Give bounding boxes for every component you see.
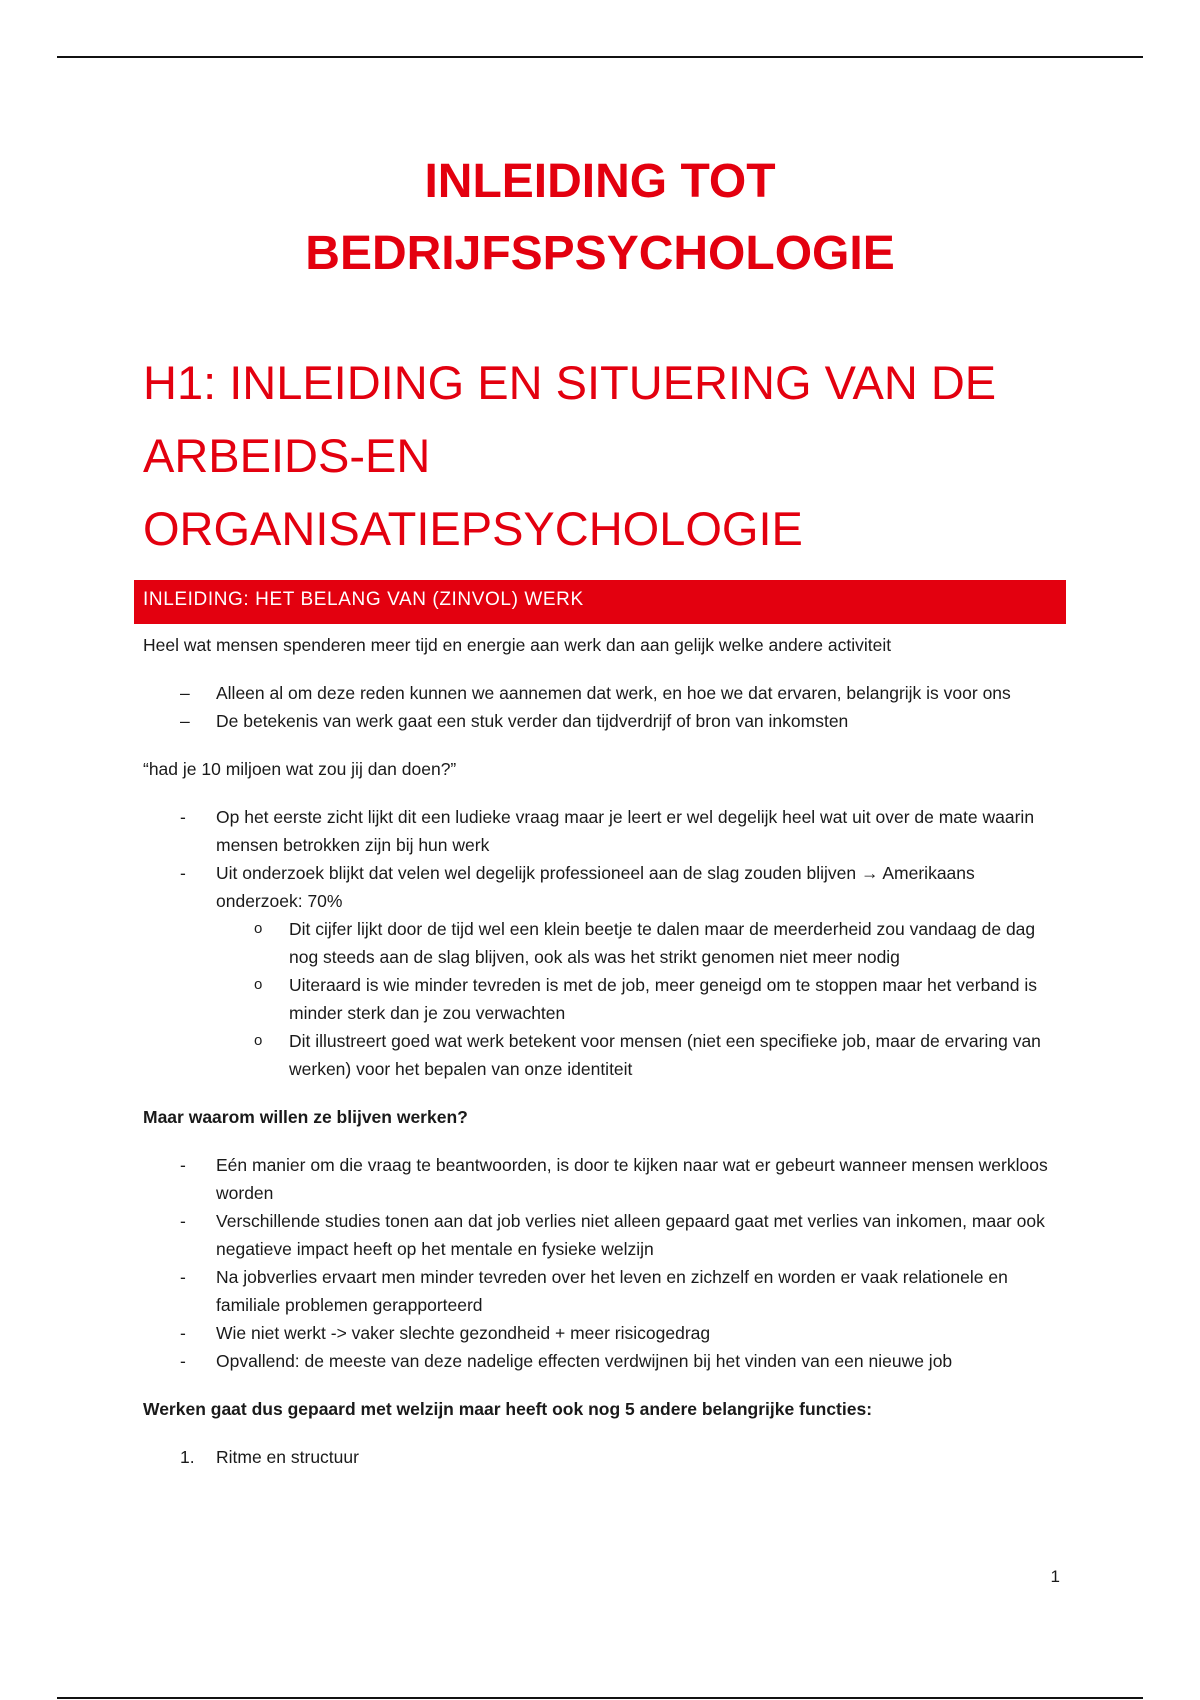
sub-list-item-text: Dit cijfer lijkt door de tijd wel een klein beetje te dalen maar de meerderheid zou vandaag de dag nog steeds aan de slag blijven, ook als was het strikt genomen niet meer nodig (289, 919, 1036, 967)
unemployment-bullet-list (143, 1151, 1063, 1375)
dash-bullet-marker: - (180, 1323, 186, 1343)
list-item (143, 1347, 1063, 1375)
list-item-text: Wie niet werkt -> vaker slechte gezondheid + meer risicogedrag (216, 1323, 711, 1343)
document-title-line1: INLEIDING TOT (424, 155, 776, 208)
dash-bullet-marker: – (180, 683, 190, 703)
bottom-rule (57, 1697, 1143, 1699)
list-item (143, 1207, 1063, 1263)
dash-bullet-marker: – (180, 711, 190, 731)
functions-heading: Werken gaat dus gepaard met welzijn maar heeft ook nog 5 andere belangrijke functies: (143, 1399, 873, 1419)
top-rule (57, 56, 1143, 58)
numbered-list-item-text: Ritme en structuur (216, 1447, 359, 1467)
list-item (143, 679, 1063, 707)
list-item (143, 1319, 1063, 1347)
dash-bullet-marker: - (180, 863, 186, 883)
sub-list-item (216, 1027, 1063, 1083)
section-heading-bar: INLEIDING: HET BELANG VAN (ZINVOL) WERK (134, 580, 1066, 624)
question-paragraph: “had je 10 miljoen wat zou jij dan doen?” (143, 759, 457, 779)
sub-list-item-text: Uiteraard is wie minder tevreden is met de job, meer geneigd om te stoppen maar het verband is minder sterk dan je zou verwachten (289, 975, 1038, 1023)
question-bullet-list (143, 803, 1063, 1083)
chapter-title-line2: ARBEIDS-EN (143, 429, 431, 482)
functions-numbered-list (143, 1443, 1063, 1471)
why-heading: Maar waarom willen ze blijven werken? (143, 1107, 468, 1127)
intro-bullet-list (143, 679, 1063, 735)
document-title (0, 146, 1200, 290)
list-item-text: Alleen al om deze reden kunnen we aannemen dat werk, en hoe we dat ervaren, belangrijk is voor ons (216, 683, 1011, 703)
dash-bullet-marker: - (180, 807, 186, 827)
list-item-text: Opvallend: de meeste van deze nadelige effecten verdwijnen bij het vinden van een nieuwe job (216, 1351, 953, 1371)
circle-bullet-marker: o (254, 976, 263, 993)
dash-bullet-marker: - (180, 1211, 186, 1231)
list-item-text: De betekenis van werk gaat een stuk verder dan tijdverdrijf of bron van inkomsten (216, 711, 849, 731)
sub-bullet-list (216, 915, 1063, 1083)
list-item-text: Verschillende studies tonen aan dat job verlies niet alleen gepaard gaat met verlies van inkomen, maar ook negatieve impact heeft op het mentale en fysieke welzijn (216, 1211, 1045, 1259)
list-item (143, 1151, 1063, 1207)
document-title-line2: BEDRIJFSPSYCHOLOGIE (305, 227, 895, 280)
list-item (143, 1263, 1063, 1319)
sub-list-item-text: Dit illustreert goed wat werk betekent voor mensen (niet een specifieke job, maar de ervaring van werken) voor het bepalen van onze identiteit (289, 1031, 1041, 1079)
list-item (143, 859, 1063, 1083)
chapter-title-line1: H1: INLEIDING EN SITUERING VAN DE (143, 356, 997, 409)
section-content (143, 631, 1063, 1471)
intro-paragraph: Heel wat mensen spenderen meer tijd en energie aan werk dan aan gelijk welke andere activiteit (143, 635, 892, 655)
sub-list-item (216, 915, 1063, 971)
list-number: 1. (180, 1447, 195, 1467)
circle-bullet-marker: o (254, 1032, 263, 1049)
list-item-text: Uit onderzoek blijkt dat velen wel degelijk professioneel aan de slag zouden blijven → Amerikaans onderzoek: 70% (216, 863, 975, 911)
dash-bullet-marker: - (180, 1351, 186, 1371)
chapter-title-line3: ORGANISATIEPSYCHOLOGIE (143, 502, 803, 555)
sub-list-item (216, 971, 1063, 1027)
list-item-text: Eén manier om die vraag te beantwoorden, is door te kijken naar wat er gebeurt wanneer mensen werkloos worden (216, 1155, 1048, 1203)
page-number: 1 (1050, 1567, 1060, 1586)
numbered-list-item (143, 1443, 1063, 1471)
chapter-title (143, 346, 1103, 565)
dash-bullet-marker: - (180, 1155, 186, 1175)
circle-bullet-marker: o (254, 920, 263, 937)
dash-bullet-marker: - (180, 1267, 186, 1287)
list-item-text: Op het eerste zicht lijkt dit een ludieke vraag maar je leert er wel degelijk heel wat uit over de mate waarin mensen betrokken zijn bij hun werk (216, 807, 1035, 855)
list-item (143, 707, 1063, 735)
list-item (143, 803, 1063, 859)
list-item-text: Na jobverlies ervaart men minder tevreden over het leven en zichzelf en worden er vaak relationele en familiale problemen gerapporteerd (216, 1267, 1008, 1315)
